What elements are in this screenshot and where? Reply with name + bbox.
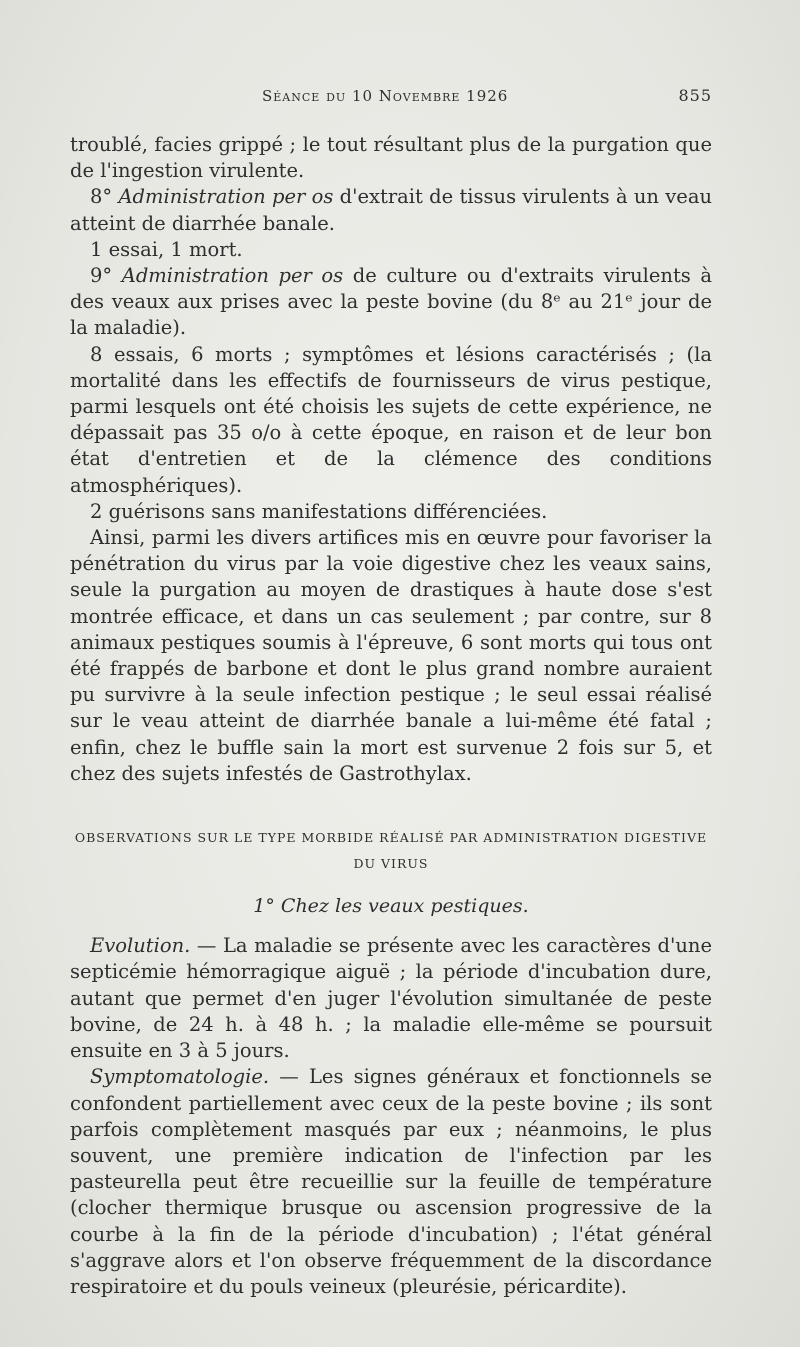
body-text xyxy=(70,132,712,1300)
emphasis: Symptomatologie. xyxy=(90,1065,270,1089)
section-subheading: 1° Chez les veaux pestiques. xyxy=(253,895,529,918)
emphasis: Administration per os xyxy=(118,185,334,209)
emphasis: Evolution. xyxy=(90,934,191,958)
paragraph xyxy=(70,933,712,1064)
paragraph: 2 guérisons sans manifestations différenciées. xyxy=(90,499,548,523)
paragraph xyxy=(70,184,712,236)
running-title: Séance du 10 Novembre 1926 xyxy=(262,87,509,105)
paragraph: 1 essai, 1 mort. xyxy=(90,237,243,261)
emphasis: Administration per os xyxy=(121,264,344,288)
paragraph-text: d'extrait de tissus virulents à un veau atteint de diarrhée banale. xyxy=(70,185,712,235)
page-number: 855 xyxy=(678,86,712,105)
running-header xyxy=(262,86,712,105)
paragraph-text: de culture ou d'extraits virulents à des veaux aux prises avec la peste bovine (du 8ᵉ au 21ᵉ jour de la maladie). xyxy=(70,264,712,340)
paragraph: 8 essais, 6 morts ; symptômes et lésions caractérisés ; (la mortalité dans les effectifs de fournisseurs de virus pestique, parmi lesquels ont été choisis les sujets de cette expérience, ne dépassait pas 35 o/o à cette époque, en raison et de leur bon état d'entretien et de la clémence des conditions atmosphériques). xyxy=(70,342,712,497)
paragraph xyxy=(70,263,712,342)
paragraph-text: — Les signes généraux et fonctionnels se confondent partiellement avec ceux de la peste bovine ; ils sont parfois complètement masqués par eux ; néanmoins, le plus souvent, une première indication de l'infection par les pasteurella peut être recueillie sur la feuille de température (clocher thermique brusque ou ascension progressive de la courbe à la fin de la période d'incubation) ; l'état général s'aggrave alors et l'on observe fréquemment de la discordance respiratoire et du pouls veineux (pleurésie, péricardite). xyxy=(70,1065,712,1298)
paragraph: troublé, facies grippé ; le tout résultant plus de la purgation que de l'ingestion virulente. xyxy=(70,133,712,183)
paragraph: Ainsi, parmi les divers artifices mis en œuvre pour favoriser la pénétration du virus par la voie digestive chez les veaux sains, seule la purgation au moyen de drastiques à haute dose s'est montrée efficace, et dans un cas seulement ; par contre, sur 8 animaux pestiques soumis à l'épreuve, 6 sont morts qui tous ont été frappés de barbone et dont le plus grand nombre auraient pu survivre à la seule infection pestique ; le seul essai réalisé sur le veau atteint de diarrhée banale a lui-même été fatal ; enfin, chez le buffle sain la mort est survenue 2 fois sur 5, et chez des sujets infestés de Gastrothylax. xyxy=(70,526,712,785)
item-number: 8° xyxy=(90,185,113,209)
section-heading: OBSERVATIONS SUR LE TYPE MORBIDE RÉALISÉ PAR ADMINISTRATION DIGESTIVE DU VIRUS xyxy=(74,830,708,872)
paragraph xyxy=(70,1064,712,1300)
paragraph-text: — La maladie se présente avec les caractères d'une septicémie hémorragique aiguë ; la période d'incubation dure, autant que permet d'en juger l'évolution simultanée de peste bovine, de 24 h. à 48 h. ; la maladie elle-même se poursuit ensuite en 3 à 5 jours. xyxy=(70,934,712,1063)
item-number: 9° xyxy=(90,264,113,288)
